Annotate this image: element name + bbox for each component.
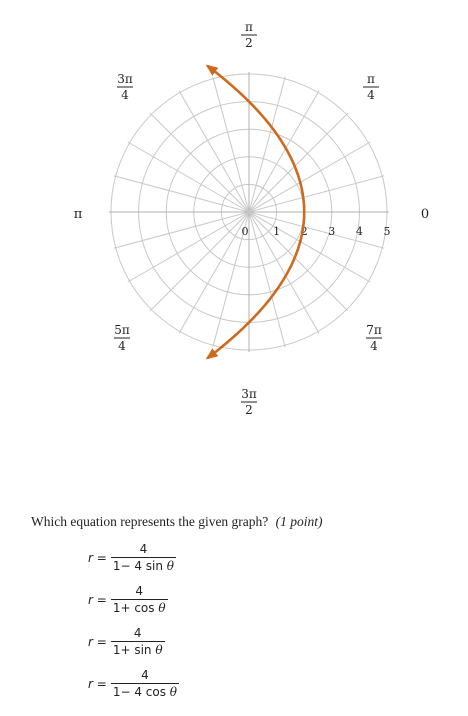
question-prompt	[31, 514, 323, 530]
angle-label-5pi-over-4-den: 4	[118, 339, 126, 353]
angle-label-7pi-over-4-den: 4	[370, 339, 378, 353]
theta-symbol: θ	[169, 685, 178, 699]
option-numerator: 4	[139, 542, 148, 556]
grid-spoke	[249, 212, 319, 333]
angle-label-pi: π	[73, 207, 83, 222]
option-fraction	[111, 542, 176, 573]
angle-label-3pi-over-2-den: 2	[245, 403, 253, 417]
theta-symbol: θ	[155, 643, 163, 657]
option-lhs: r =	[88, 676, 107, 691]
question-text: Which equation represents the given graph?	[31, 514, 269, 529]
angle-label-3pi-over-4-num: 3π	[117, 72, 133, 86]
angle-label-pi-over-2-num: π	[245, 20, 253, 34]
theta-symbol: θ	[158, 601, 166, 615]
grid-spoke	[249, 142, 370, 212]
grid-spoke	[179, 212, 249, 333]
option-lhs: r =	[88, 550, 107, 565]
angle-label-pi-over-4-num: π	[367, 72, 375, 86]
grid-spoke	[249, 212, 370, 282]
denominator-text: 1+ sin	[112, 643, 156, 657]
option-numerator: 4	[141, 668, 149, 682]
grid-spoke	[128, 142, 249, 212]
grid-spoke	[150, 113, 249, 212]
grid-spoke	[179, 91, 249, 212]
option-denominator	[111, 557, 176, 573]
theta-symbol: θ	[166, 559, 175, 573]
option-fraction	[111, 626, 165, 657]
denominator-text: 1− 4 cos	[112, 685, 170, 699]
option-lhs: r =	[88, 634, 107, 649]
radial-label: 5	[383, 225, 391, 238]
grid-spoke	[128, 212, 249, 282]
option-fraction	[111, 584, 168, 615]
answer-option-2[interactable]	[88, 584, 168, 615]
answer-option-4[interactable]	[88, 668, 179, 699]
angle-label-3pi-over-4-den: 4	[121, 88, 129, 102]
denominator-text: 1− 4 sin	[112, 559, 167, 573]
option-numerator: 4	[135, 584, 143, 598]
angle-label-5pi-over-4-num: 5π	[114, 323, 130, 337]
denominator-text: 1+ cos	[112, 601, 159, 615]
radial-label: 1	[273, 225, 281, 238]
angle-label-pi-over-2-den: 2	[245, 36, 253, 50]
angle-label-7pi-over-4-num: 7π	[366, 323, 382, 337]
grid-spoke	[249, 113, 348, 212]
radial-label: 4	[355, 225, 363, 238]
question-points: (1 point)	[275, 514, 323, 529]
grid-spoke	[150, 212, 249, 311]
answer-option-1[interactable]	[88, 542, 176, 573]
answer-option-3[interactable]	[88, 626, 165, 657]
grid-spoke	[249, 91, 319, 212]
radial-label: 2	[300, 225, 308, 238]
option-denominator	[111, 683, 179, 699]
angle-label-3pi-over-2-num: 3π	[241, 387, 257, 401]
option-numerator: 4	[133, 626, 142, 640]
radial-label: 0	[241, 225, 249, 238]
option-fraction	[111, 668, 179, 699]
angle-label-pi-over-4-den: 4	[367, 88, 375, 102]
option-denominator	[111, 599, 168, 615]
radial-label: 3	[328, 225, 336, 238]
angle-label-zero: 0	[420, 207, 430, 222]
option-lhs: r =	[88, 592, 107, 607]
option-denominator	[111, 641, 165, 657]
